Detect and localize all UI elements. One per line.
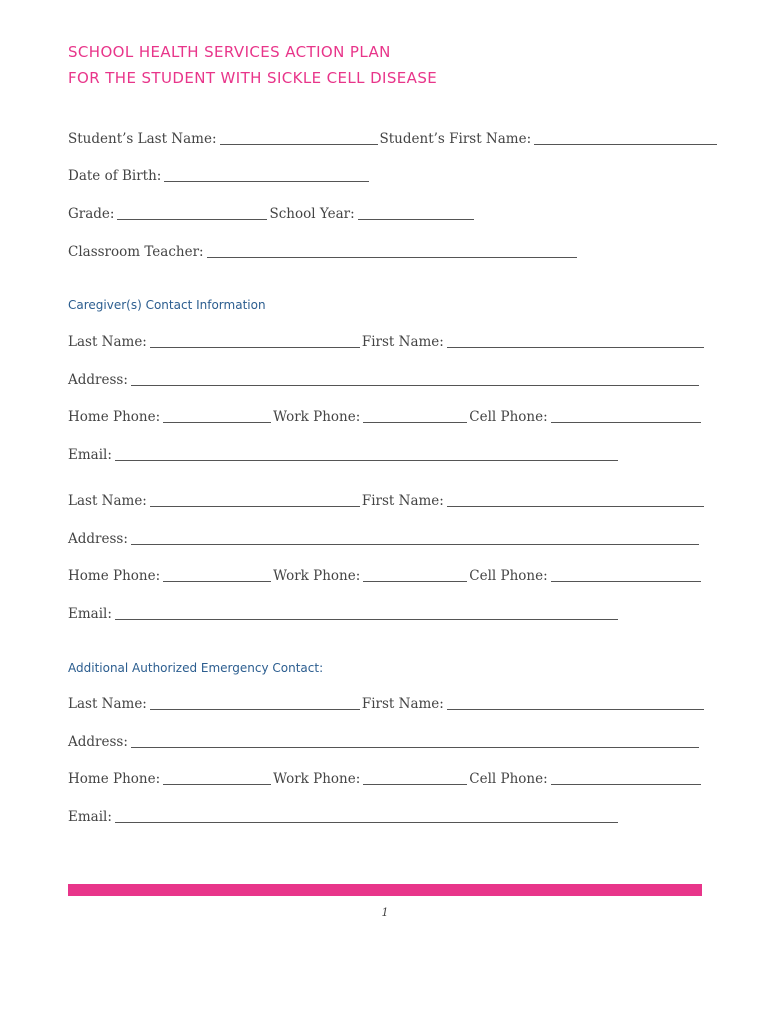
caregiver-2-home-phone-field[interactable] — [163, 580, 271, 582]
caregiver-1-email-row — [68, 447, 620, 463]
first-name-label: First Name: — [361, 334, 444, 350]
last-name-label: Last Name: — [68, 493, 147, 509]
caregiver-2-email-row — [68, 606, 620, 622]
caregiver-1-address-row — [68, 372, 701, 388]
caregiver-2-address-field[interactable] — [131, 543, 699, 545]
emergency-cell-phone-field[interactable] — [551, 783, 701, 785]
cell-phone-label: Cell Phone: — [469, 568, 548, 584]
emergency-name-row — [68, 696, 706, 712]
email-label: Email: — [68, 447, 112, 463]
caregiver-2-work-phone-field[interactable] — [363, 580, 467, 582]
emergency-last-name-field[interactable] — [150, 708, 360, 710]
address-label: Address: — [68, 372, 128, 388]
page-number: 1 — [381, 906, 389, 919]
caregiver-2-phone-row — [68, 568, 703, 584]
caregiver-2-cell-phone-field[interactable] — [551, 580, 701, 582]
grade-row — [68, 206, 476, 222]
last-name-label: Last Name: — [68, 696, 147, 712]
home-phone-label: Home Phone: — [68, 409, 161, 425]
date-of-birth-row — [68, 168, 371, 184]
email-label: Email: — [68, 809, 112, 825]
caregiver-1-work-phone-field[interactable] — [363, 421, 467, 423]
teacher-row — [68, 244, 579, 260]
home-phone-label: Home Phone: — [68, 771, 161, 787]
date-of-birth-label: Date of Birth: — [68, 168, 162, 184]
caregiver-2-first-name-field[interactable] — [447, 505, 704, 507]
date-of-birth-field[interactable] — [164, 180, 369, 182]
school-year-label: School Year: — [269, 206, 355, 222]
emergency-email-field[interactable] — [115, 821, 618, 823]
caregiver-1-first-name-field[interactable] — [447, 346, 704, 348]
first-name-label: First Name: — [361, 493, 444, 509]
caregiver-1-last-name-field[interactable] — [150, 346, 360, 348]
caregiver-1-address-field[interactable] — [131, 384, 699, 386]
form-title-line-1: SCHOOL HEALTH SERVICES ACTION PLAN — [68, 43, 391, 61]
email-label: Email: — [68, 606, 112, 622]
caregiver-section-heading: Caregiver(s) Contact Information — [68, 298, 266, 312]
form-title-line-2: FOR THE STUDENT WITH SICKLE CELL DISEASE — [68, 69, 438, 87]
classroom-teacher-field[interactable] — [207, 256, 577, 258]
emergency-work-phone-field[interactable] — [363, 783, 467, 785]
emergency-phone-row — [68, 771, 703, 787]
emergency-first-name-field[interactable] — [447, 708, 704, 710]
caregiver-2-name-row — [68, 493, 706, 509]
address-label: Address: — [68, 531, 128, 547]
caregiver-2-address-row — [68, 531, 701, 547]
student-name-row — [68, 131, 719, 147]
emergency-address-row — [68, 734, 701, 750]
caregiver-1-cell-phone-field[interactable] — [551, 421, 701, 423]
caregiver-1-name-row — [68, 334, 706, 350]
last-name-label: Last Name: — [68, 334, 147, 350]
school-year-field[interactable] — [358, 218, 474, 220]
footer-bar — [68, 884, 702, 896]
emergency-email-row — [68, 809, 620, 825]
emergency-address-field[interactable] — [131, 746, 699, 748]
work-phone-label: Work Phone: — [273, 771, 361, 787]
grade-field[interactable] — [117, 218, 267, 220]
address-label: Address: — [68, 734, 128, 750]
student-first-name-field[interactable] — [534, 143, 717, 145]
cell-phone-label: Cell Phone: — [469, 771, 548, 787]
home-phone-label: Home Phone: — [68, 568, 161, 584]
student-last-name-label: Student’s Last Name: — [68, 131, 217, 147]
cell-phone-label: Cell Phone: — [469, 409, 548, 425]
student-last-name-field[interactable] — [220, 143, 378, 145]
caregiver-1-home-phone-field[interactable] — [163, 421, 271, 423]
work-phone-label: Work Phone: — [273, 409, 361, 425]
first-name-label: First Name: — [361, 696, 444, 712]
classroom-teacher-label: Classroom Teacher: — [68, 244, 204, 260]
emergency-home-phone-field[interactable] — [163, 783, 271, 785]
student-first-name-label: Student’s First Name: — [379, 131, 532, 147]
emergency-section-heading: Additional Authorized Emergency Contact: — [68, 661, 324, 675]
caregiver-1-email-field[interactable] — [115, 459, 618, 461]
work-phone-label: Work Phone: — [273, 568, 361, 584]
caregiver-1-phone-row — [68, 409, 703, 425]
grade-label: Grade: — [68, 206, 115, 222]
caregiver-2-email-field[interactable] — [115, 618, 618, 620]
caregiver-2-last-name-field[interactable] — [150, 505, 360, 507]
